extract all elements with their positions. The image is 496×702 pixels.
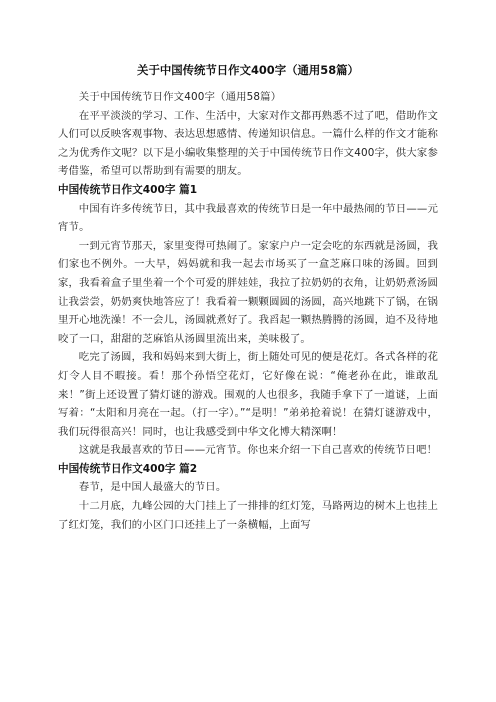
body-paragraph: 十二月底，九峰公园的大门挂上了一排排的红灯笼，马路两边的树木上也挂上了红灯笼，我们的小区门口还挂上了一条横幅，上面写 — [58, 500, 438, 531]
body-paragraph: 春节，是中国人最盛大的节日。 — [78, 481, 227, 494]
intro-paragraph: 关于中国传统节日作文400字（通用58篇） — [78, 91, 282, 103]
body-paragraph: 这就是我最喜欢的节日——元宵节。你也来介绍一下自己喜欢的传统节日吧！ — [78, 444, 438, 457]
section-heading: 中国传统节日作文400字 篇1 — [58, 183, 198, 196]
document-title: 关于中国传统节日作文400字（通用58篇） — [137, 63, 359, 77]
essay-section — [58, 181, 438, 460]
body-paragraph: 中国有许多传统节日，其中我最喜欢的传统节日是一年中最热闹的节日——元宵节。 — [58, 202, 438, 234]
body-paragraph: 吃完了汤圆，我和妈妈来到大街上，街上随处可见的便是花灯。各式各样的花灯令人目不暇接。看！那个孙悟空花灯，它好像在说：“俺老孙在此，谁敢乱来！”街上还设置了猜灯谜的游戏。围观的人也很多，我随手拿下了一道谜，上面写着：“太阳和月亮在一起。（打一字）。”“是明！”弟弟抢着说！在猜灯谜游戏中，我们玩得很高兴！同时，也让我感受到中华文化博大精深啊！ — [58, 351, 438, 438]
section-heading: 中国传统节日作文400字 篇2 — [58, 462, 198, 475]
intro-paragraph: 在平平淡淡的学习、工作、生活中，大家对作文都再熟悉不过了吧，借助作文人们可以反映客观事物、表达思想感情、传递知识信息。一篇什么样的作文才能称之为优秀作文呢？以下是小编收集整理的关于中国传统节日作文400字，供大家参考借鉴，希望可以帮助到有需要的朋友。 — [58, 109, 438, 178]
essay-section — [58, 460, 438, 534]
body-paragraph: 一到元宵节那天，家里变得可热闹了。家家户户一定会吃的东西就是汤圆，我们家也不例外。一大早，妈妈就和我一起去市场买了一盒芝麻口味的汤圆。回到家，我看着盒子里坐着一个个可爱的胖娃娃，我拉了拉奶奶的衣角，让奶奶煮汤圆让我尝尝，奶奶爽快地答应了！我看着一颗颗圆圆的汤圆，高兴地跳下了锅，在锅里开心地洗澡！不一会儿，汤圆就煮好了。我舀起一颗热腾腾的汤圆，迫不及待地咬了一口，甜甜的芝麻馅从汤圆里流出来，美味极了。 — [58, 239, 438, 345]
